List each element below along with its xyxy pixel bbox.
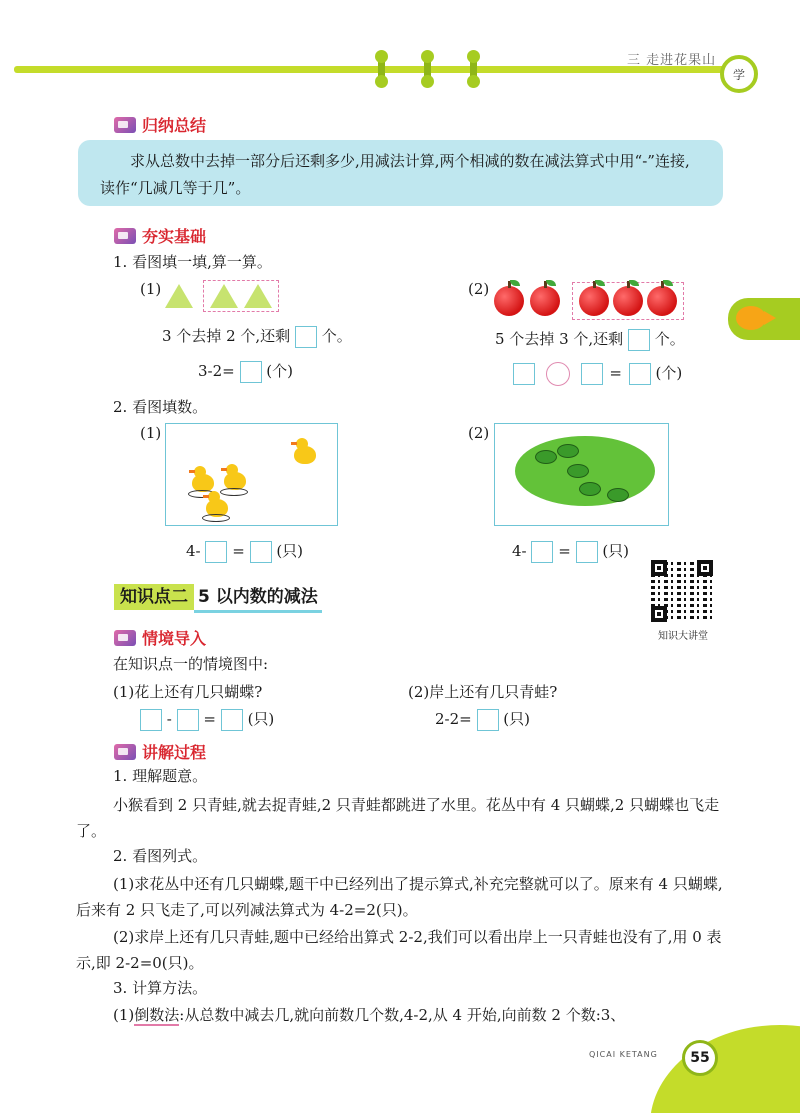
section-title-intro <box>114 626 206 649</box>
binder-pin-icon <box>424 54 431 84</box>
part-number: (2) <box>468 280 490 298</box>
equation <box>198 360 293 383</box>
section-title-explain <box>114 740 206 763</box>
question-2-title: 2. 看图填数。 <box>113 398 208 416</box>
step-3: 3. 计算方法。 <box>113 979 208 997</box>
qr-finder <box>651 606 667 622</box>
sentence <box>495 328 685 351</box>
answer-box[interactable] <box>629 363 651 385</box>
summary-box <box>78 140 723 206</box>
equation-text: = <box>203 710 216 728</box>
paragraph-text: :从总数中减去几,就向前数几个数,4-2,从 4 开始,向前数 2 个数:3、 <box>179 1006 626 1024</box>
knowledge-point-name: 5 以内数的减法 <box>194 584 322 613</box>
method-name: 倒数法 <box>134 1006 180 1024</box>
part-number: (1) <box>140 424 162 442</box>
duck-picture <box>165 423 338 526</box>
operator-circle[interactable] <box>546 362 570 386</box>
qr-label: 知识大讲堂 <box>658 631 708 642</box>
equation <box>186 540 303 563</box>
sentence-text: 3 个去掉 2 个,还剩 <box>162 327 291 345</box>
frog-icon <box>579 482 601 496</box>
answer-box[interactable] <box>221 709 243 731</box>
part-number: (2) <box>468 424 490 442</box>
triangle-icon <box>244 284 272 308</box>
triangle-icon <box>165 284 193 308</box>
qr-finder <box>697 560 713 576</box>
step-2: 2. 看图列式。 <box>113 847 208 865</box>
page-number <box>682 1040 718 1076</box>
equation-text: (只) <box>247 710 275 728</box>
apple-icon <box>494 286 524 316</box>
ripple <box>202 514 230 522</box>
paragraph: (2)求岸上还有几只青蛙,题中已经给出算式 2-2,我们可以看出岸上一只青蛙也没有了,用 0 表示,即 2-2=0(只)。 <box>76 928 722 972</box>
sentence-text: 个。 <box>654 330 685 348</box>
answer-box[interactable] <box>240 361 262 383</box>
equation-text: (只) <box>503 710 531 728</box>
frog-picture <box>494 423 669 526</box>
equation-text: 2-2= <box>435 710 472 728</box>
triangle-group <box>165 280 279 312</box>
summary-text: 求从总数中去掉一部分后还剩多少,用减法计算,两个相减的数在减法算式中用“-”连接,读作“几减几等于几”。 <box>100 152 690 197</box>
frog-icon <box>557 444 579 458</box>
equation-text: - <box>166 710 172 728</box>
paragraph: 小猴看到 2 只青蛙,就去捉青蛙,2 只青蛙都跳进了水里。花丛中有 4 只蝴蝶,2 只蝴蝶也飞走了。 <box>76 796 720 840</box>
answer-box[interactable] <box>581 363 603 385</box>
section-title-text: 情境导入 <box>142 629 207 648</box>
answer-box[interactable] <box>177 709 199 731</box>
sentence-text: 个。 <box>321 327 352 345</box>
answer-box[interactable] <box>513 363 535 385</box>
apple-group <box>494 282 684 320</box>
knowledge-point-title <box>114 582 322 607</box>
paragraph-text: (1) <box>113 1006 135 1024</box>
equation-text: 4- <box>186 542 201 560</box>
apple-icon <box>647 286 677 316</box>
answer-box[interactable] <box>576 541 598 563</box>
book-icon <box>114 117 136 133</box>
equation-text: 3-2= <box>198 362 235 380</box>
binder-pin-icon <box>470 54 477 84</box>
qr-code-icon[interactable] <box>651 560 713 622</box>
removed-group <box>203 280 279 312</box>
knowledge-point-tag: 知识点二 <box>114 584 194 610</box>
intro-question-1: (1)花上还有几只蝴蝶? <box>113 683 263 701</box>
logo <box>720 55 758 93</box>
intro-equation-2 <box>435 708 530 731</box>
book-icon <box>114 744 136 760</box>
section-title-summary <box>114 113 206 136</box>
equation <box>512 540 629 563</box>
sentence <box>162 325 352 348</box>
header-rule <box>14 66 732 73</box>
answer-box[interactable] <box>250 541 272 563</box>
paragraph: (1)求花丛中还有几只蝴蝶,题干中已经列出了提示算式,补充完整就可以了。原来有 4 只蝴蝶,后来有 2 只飞走了,可以列减法算式为 4-2=2(只)。 <box>76 875 723 919</box>
chapter-title: 三 走进花果山 <box>627 53 717 68</box>
intro-equation-1 <box>140 708 274 731</box>
answer-box[interactable] <box>531 541 553 563</box>
frog-icon <box>567 464 589 478</box>
question-1-title: 1. 看图填一填,算一算。 <box>113 253 272 271</box>
answer-box[interactable] <box>205 541 227 563</box>
step-1: 1. 理解题意。 <box>113 767 208 785</box>
page-number-text: 55 <box>690 1050 710 1066</box>
footer-brand: QICAI KETANG <box>589 1050 658 1059</box>
apple-icon <box>613 286 643 316</box>
answer-box[interactable] <box>140 709 162 731</box>
corner-decoration <box>650 1025 800 1113</box>
apple-icon <box>530 286 560 316</box>
duck-icon <box>294 446 316 464</box>
section-title-text: 夯实基础 <box>142 227 207 246</box>
removed-group <box>572 282 684 320</box>
binder-pin-icon <box>378 54 385 84</box>
section-title-text: 讲解过程 <box>142 743 207 762</box>
answer-box[interactable] <box>628 329 650 351</box>
paragraph <box>113 1004 625 1026</box>
ripple <box>220 488 248 496</box>
equation: = (个) <box>513 362 682 386</box>
fish-icon <box>736 306 766 330</box>
intro-question-2: (2)岸上还有几只青蛙? <box>408 683 558 701</box>
qr-finder <box>651 560 667 576</box>
equation-text: (个) <box>266 362 294 380</box>
sentence-text: 5 个去掉 3 个,还剩 <box>495 330 624 348</box>
part-number: (1) <box>140 280 162 298</box>
equation-text: (个) <box>655 364 683 382</box>
equation-text: = <box>232 542 245 560</box>
section-title-text: 归纳总结 <box>142 116 207 135</box>
book-icon <box>114 630 136 646</box>
answer-box[interactable] <box>477 709 499 731</box>
intro-lead: 在知识点一的情境图中: <box>113 655 269 673</box>
equation-text: 4- <box>512 542 527 560</box>
frog-icon <box>535 450 557 464</box>
answer-box[interactable] <box>295 326 317 348</box>
apple-icon <box>579 286 609 316</box>
frog-icon <box>607 488 629 502</box>
triangle-icon <box>210 284 238 308</box>
book-icon <box>114 228 136 244</box>
equation-text: = <box>558 542 571 560</box>
section-title-basics <box>114 224 206 247</box>
equation-text: (只) <box>602 542 630 560</box>
logo-text: 学 <box>732 67 745 82</box>
equation-text: (只) <box>276 542 304 560</box>
